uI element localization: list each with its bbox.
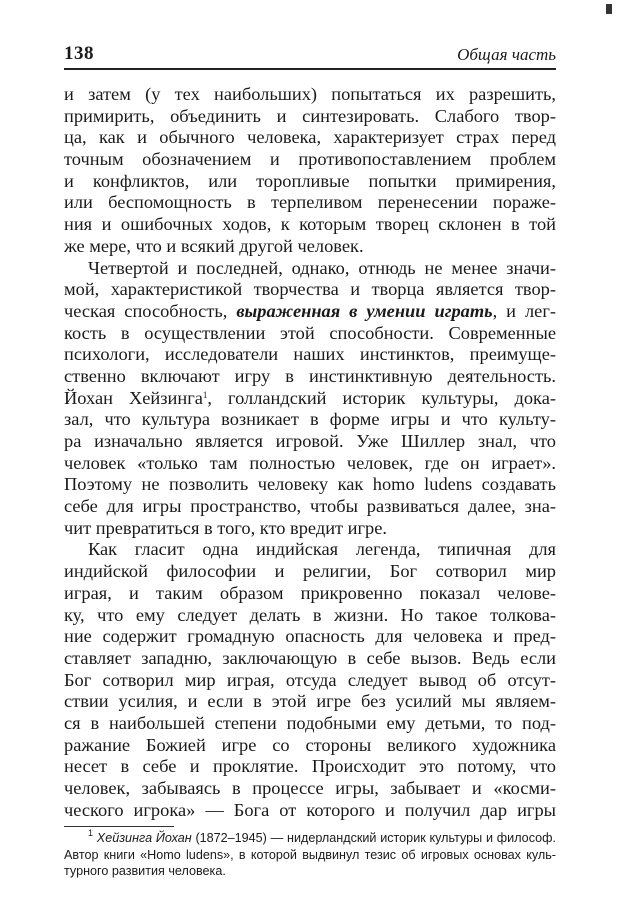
text-line: зал, что культура возникает в форме игры и что культу- [64,409,556,430]
text-line: ние содержит громадную опасность для человека и пред- [64,626,556,647]
emphasis-run: выраженная в умении играть [236,300,493,321]
page-number: 138 [64,43,94,64]
text-line: ствии усилия, и если в этой игре без усилий мы являем- [64,691,556,712]
text-line: ца, как и обычного человека, характеризует страх перед [64,127,556,148]
text-line: ставляет западню, заключающую в себе вызов. Ведь если [64,647,556,668]
text-line: несет в себе и проклятие. Происходит это потому, что [64,756,556,777]
text-line: ния и ошибочных ходов, к которым творец склонен в той [64,214,556,235]
text-line-mixed [64,388,556,410]
text-line: человек, забываясь в процессе игры, забывает и «косми- [64,778,556,798]
body-text [64,84,556,821]
header-rule [64,68,556,70]
text-line: психологи, исследователи наших инстинктов, преимуще- [64,344,556,365]
text-line: ку, что ему следует делать в жизни. Но такое толкова- [64,604,556,625]
text-line: или беспомощность в терпеливом перенесении пораже- [64,192,556,213]
footnote-line [64,830,556,847]
text-line: человек «только там полностью человек, где он играет». [64,452,556,473]
text-line: себе для игры пространство, чтобы развиваться далее, зна- [64,496,556,517]
text-line: Четвертой и последней, однако, отнюдь не менее значи- [88,257,556,278]
footnote-line: турного развития человека. [64,864,226,878]
text-line: и затем (у тех наибольших) попытаться их разрешить, [64,84,556,104]
text-line: ра изначально является игровой. Уже Шиллер знал, что [64,431,556,451]
text-line: мой, характеристикой творчества и творца является твор- [64,279,556,300]
scan-mark [606,4,612,14]
text-line: Как гласит одна индийская легенда, типичная для [88,539,556,560]
text-line: индийской философии и религии, Бог сотворил мир [64,561,556,582]
text-line: ственно включают игру в инстинктивную деятельность. [64,365,556,386]
text-run: , голландский историк культуры, дока- [207,387,556,408]
footnote [64,830,556,880]
text-line-mixed [64,301,556,323]
footnote-rule [64,826,174,827]
text-line: примирить, объединить и синтезировать. Слабого твор- [64,105,556,126]
text-line: и конфликтов, или торопливые попытки примирения, [64,170,556,191]
footnote-reference[interactable]: 1 [202,389,208,400]
page-header [64,43,556,69]
text-line: ческого игрока» — Бога от которого и получил дар игры [64,799,556,820]
text-line: играя, и таким образом прикровенно показал челове- [64,582,556,603]
text-run: , и лег- [492,300,556,321]
text-line: точным обозначением и противопоставлением проблем [64,149,556,170]
footnote-name: Хейзинга Йохан [96,831,192,845]
footnote-line: Автор книги «Homo ludens», в которой выдвинул тезис об игровых основах куль- [64,847,556,862]
text-line: кость в осуществлении этой способности. Современные [64,322,556,343]
text-line: Поэтому не позволить человеку как homo ludens создавать [64,474,556,495]
running-title: Общая часть [457,45,556,64]
text-line: ся в наибольшей степени подобными ему детьми, то под- [64,712,556,733]
text-line: чит превратиться в того, кто вредит игре. [64,517,388,538]
text-run: Йохан Хейзинга [64,387,203,408]
text-run: ческая способность, [64,300,237,321]
footnote-text: (1872–1945) — нидерландский историк культуры и философ. [191,831,556,845]
footnote-marker: 1 [88,828,94,838]
text-line: же мере, что и всякий другой человек. [64,235,364,256]
text-line: Бог сотворил мир играя, отсуда следует вывод об отсут- [64,669,556,690]
text-line: ражание Божией игре со стороны великого художника [64,734,556,755]
